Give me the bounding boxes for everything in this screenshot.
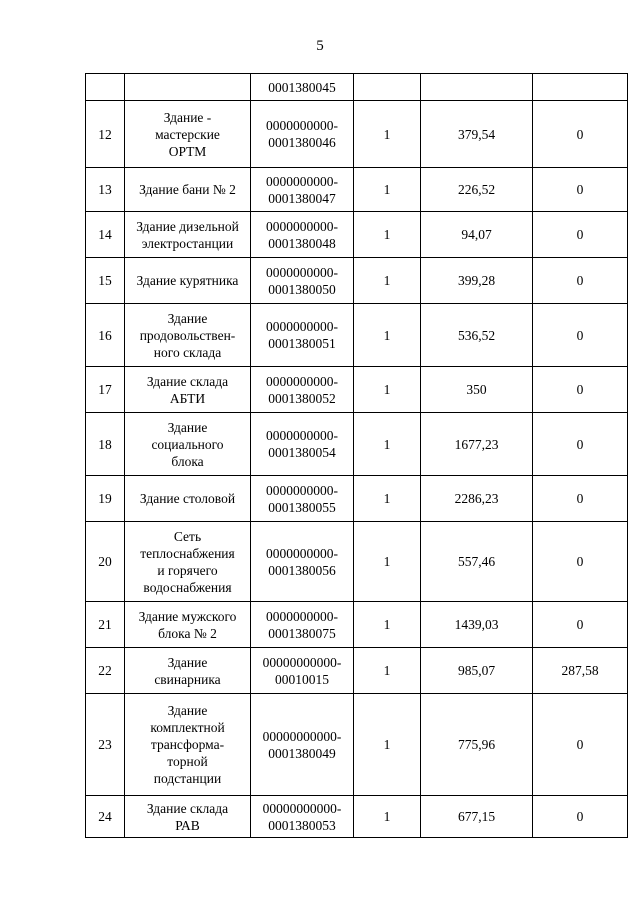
inventory-code-line: 0001380056: [268, 562, 336, 578]
table-row: [86, 101, 628, 168]
property-table: [85, 73, 628, 838]
object-name-cell: [125, 168, 251, 212]
object-name-cell: [125, 212, 251, 258]
object-name-cell: [125, 74, 251, 101]
table-row: [86, 367, 628, 413]
book-value-cell: 985,07: [421, 648, 533, 694]
row-number-cell: 19: [86, 476, 125, 522]
quantity-cell: [354, 74, 421, 101]
inventory-code-cell: [251, 74, 354, 101]
object-name-cell: [125, 258, 251, 304]
object-name-line: теплоснабжения: [140, 545, 235, 561]
object-name-cell: [125, 522, 251, 602]
row-number-cell: 21: [86, 602, 125, 648]
book-value-cell: 1677,23: [421, 413, 533, 476]
quantity-cell: 1: [354, 476, 421, 522]
row-number-cell: 20: [86, 522, 125, 602]
book-value-cell: 226,52: [421, 168, 533, 212]
table-row: [86, 796, 628, 838]
inventory-code-cell: [251, 602, 354, 648]
object-name-line: комплектной: [150, 720, 225, 735]
inventory-code-cell: [251, 101, 354, 168]
residual-value-cell: 0: [533, 304, 628, 367]
object-name-line: Здание: [167, 310, 208, 326]
residual-value-cell: 0: [533, 212, 628, 258]
object-name-cell: [125, 367, 251, 413]
book-value-cell: 536,52: [421, 304, 533, 367]
table-row: [86, 74, 628, 101]
table-row: [86, 168, 628, 212]
inventory-code-line: 0000000000-: [266, 218, 338, 234]
object-name-line: АБТИ: [169, 390, 206, 406]
object-name-line: социального: [151, 436, 224, 452]
table-row: [86, 304, 628, 367]
inventory-code-line: 00000000000-: [262, 654, 342, 670]
book-value-cell: 2286,23: [421, 476, 533, 522]
book-value-cell: 94,07: [421, 212, 533, 258]
object-name-cell: [125, 796, 251, 838]
object-name-line: Здание бани № 2: [139, 182, 236, 197]
object-name-line: трансформа-: [150, 737, 225, 752]
quantity-cell: 1: [354, 413, 421, 476]
quantity-cell: 1: [354, 101, 421, 168]
inventory-code-line: 0001380047: [268, 190, 336, 206]
row-number-cell: 13: [86, 168, 125, 212]
object-name-line: и горячего: [157, 562, 218, 578]
row-number-cell: 16: [86, 304, 125, 367]
object-name-line: торной: [167, 754, 208, 769]
object-name-line: РАВ: [175, 817, 200, 833]
inventory-code-cell: [251, 413, 354, 476]
object-name-cell: [125, 304, 251, 367]
row-number-cell: [86, 74, 125, 101]
table-row: [86, 648, 628, 694]
table-row: [86, 602, 628, 648]
object-name-line: мастерские: [155, 126, 220, 142]
inventory-code-line: 0001380046: [268, 135, 336, 150]
inventory-code-line: 0001380045: [268, 79, 336, 95]
inventory-code-line: 00010015: [275, 671, 329, 687]
object-name-line: Здание: [167, 654, 208, 670]
object-name-line: блока № 2: [158, 625, 217, 641]
residual-value-cell: 0: [533, 367, 628, 413]
residual-value-cell: 0: [533, 476, 628, 522]
table-body: [86, 74, 628, 838]
row-number-cell: 18: [86, 413, 125, 476]
row-number-cell: 17: [86, 367, 125, 413]
inventory-code-line: 0000000000-: [266, 608, 338, 624]
residual-value-cell: 0: [533, 258, 628, 304]
row-number-cell: 12: [86, 101, 125, 168]
quantity-cell: 1: [354, 212, 421, 258]
inventory-code-line: 0000000000-: [266, 428, 338, 443]
inventory-code-line: 0000000000-: [266, 118, 338, 133]
table-row: [86, 413, 628, 476]
row-number-cell: 22: [86, 648, 125, 694]
inventory-code-line: 00000000000-: [262, 800, 342, 816]
quantity-cell: 1: [354, 367, 421, 413]
inventory-code-line: 0000000000-: [266, 264, 338, 280]
inventory-code-line: 0000000000-: [266, 319, 338, 334]
object-name-line: Здание: [167, 703, 208, 718]
table-row: [86, 694, 628, 796]
object-name-line: Здание -: [163, 109, 212, 125]
row-number-cell: 14: [86, 212, 125, 258]
inventory-code-line: 0000000000-: [266, 173, 338, 189]
inventory-code-cell: [251, 168, 354, 212]
object-name-cell: [125, 476, 251, 522]
object-name-line: блока: [171, 453, 204, 469]
book-value-cell: 775,96: [421, 694, 533, 796]
table-row: [86, 258, 628, 304]
row-number-cell: 15: [86, 258, 125, 304]
inventory-code-cell: [251, 304, 354, 367]
object-name-cell: [125, 648, 251, 694]
residual-value-cell: 0: [533, 101, 628, 168]
inventory-code-line: 0000000000-: [266, 482, 338, 498]
inventory-code-line: 0001380049: [268, 745, 336, 761]
table-row: [86, 476, 628, 522]
inventory-code-cell: [251, 694, 354, 796]
object-name-line: свинарника: [154, 671, 221, 687]
quantity-cell: 1: [354, 602, 421, 648]
object-name-line: Здание дизельной: [136, 218, 239, 234]
book-value-cell: 1439,03: [421, 602, 533, 648]
residual-value-cell: 0: [533, 602, 628, 648]
quantity-cell: 1: [354, 796, 421, 838]
object-name-line: Здание склада: [146, 800, 229, 816]
object-name-cell: [125, 101, 251, 168]
object-name-line: Здание склада: [146, 373, 229, 389]
object-name-line: Здание столовой: [139, 491, 236, 506]
inventory-code-line: 0001380048: [268, 235, 336, 251]
object-name-line: электростанции: [141, 235, 234, 251]
residual-value-cell: [533, 74, 628, 101]
quantity-cell: 1: [354, 522, 421, 602]
residual-value-cell: 0: [533, 694, 628, 796]
inventory-code-line: 0000000000-: [266, 373, 338, 389]
inventory-code-line: 00000000000-: [262, 728, 342, 744]
residual-value-cell: 0: [533, 413, 628, 476]
inventory-code-line: 0001380051: [268, 336, 336, 351]
residual-value-cell: 0: [533, 168, 628, 212]
residual-value-cell: 0: [533, 796, 628, 838]
object-name-line: продовольствен-: [139, 327, 236, 343]
object-name-line: Здание: [167, 419, 208, 435]
book-value-cell: 677,15: [421, 796, 533, 838]
inventory-code-line: 0001380054: [268, 445, 336, 460]
object-name-line: водоснабжения: [143, 579, 232, 595]
quantity-cell: 1: [354, 694, 421, 796]
object-name-cell: [125, 413, 251, 476]
page-number: 5: [316, 38, 324, 54]
book-value-cell: 350: [421, 367, 533, 413]
object-name-line: ного склада: [153, 344, 222, 360]
book-value-cell: [421, 74, 533, 101]
book-value-cell: 399,28: [421, 258, 533, 304]
object-name-line: Здание курятника: [136, 273, 239, 288]
inventory-code-cell: [251, 796, 354, 838]
inventory-code-line: 0001380075: [268, 625, 336, 641]
row-number-cell: 24: [86, 796, 125, 838]
table-row: [86, 212, 628, 258]
quantity-cell: 1: [354, 168, 421, 212]
inventory-code-line: 0000000000-: [266, 545, 338, 561]
book-value-cell: 379,54: [421, 101, 533, 168]
book-value-cell: 557,46: [421, 522, 533, 602]
inventory-code-cell: [251, 648, 354, 694]
quantity-cell: 1: [354, 304, 421, 367]
object-name-cell: [125, 602, 251, 648]
residual-value-cell: 0: [533, 522, 628, 602]
inventory-code-cell: [251, 522, 354, 602]
object-name-line: Здание мужского: [138, 608, 237, 624]
object-name-line: Сеть: [173, 528, 202, 544]
object-name-cell: [125, 694, 251, 796]
inventory-code-cell: [251, 212, 354, 258]
object-name-line: подстанции: [153, 771, 222, 786]
inventory-code-line: 0001380053: [268, 817, 336, 833]
residual-value-cell: 287,58: [533, 648, 628, 694]
inventory-code-line: 0001380055: [268, 499, 336, 515]
table-row: [86, 522, 628, 602]
quantity-cell: 1: [354, 648, 421, 694]
inventory-code-line: 0001380050: [268, 281, 336, 297]
inventory-code-cell: [251, 367, 354, 413]
quantity-cell: 1: [354, 258, 421, 304]
inventory-code-cell: [251, 258, 354, 304]
object-name-line: ОРТМ: [168, 143, 207, 159]
inventory-code-cell: [251, 476, 354, 522]
inventory-code-line: 0001380052: [268, 390, 336, 406]
row-number-cell: 23: [86, 694, 125, 796]
